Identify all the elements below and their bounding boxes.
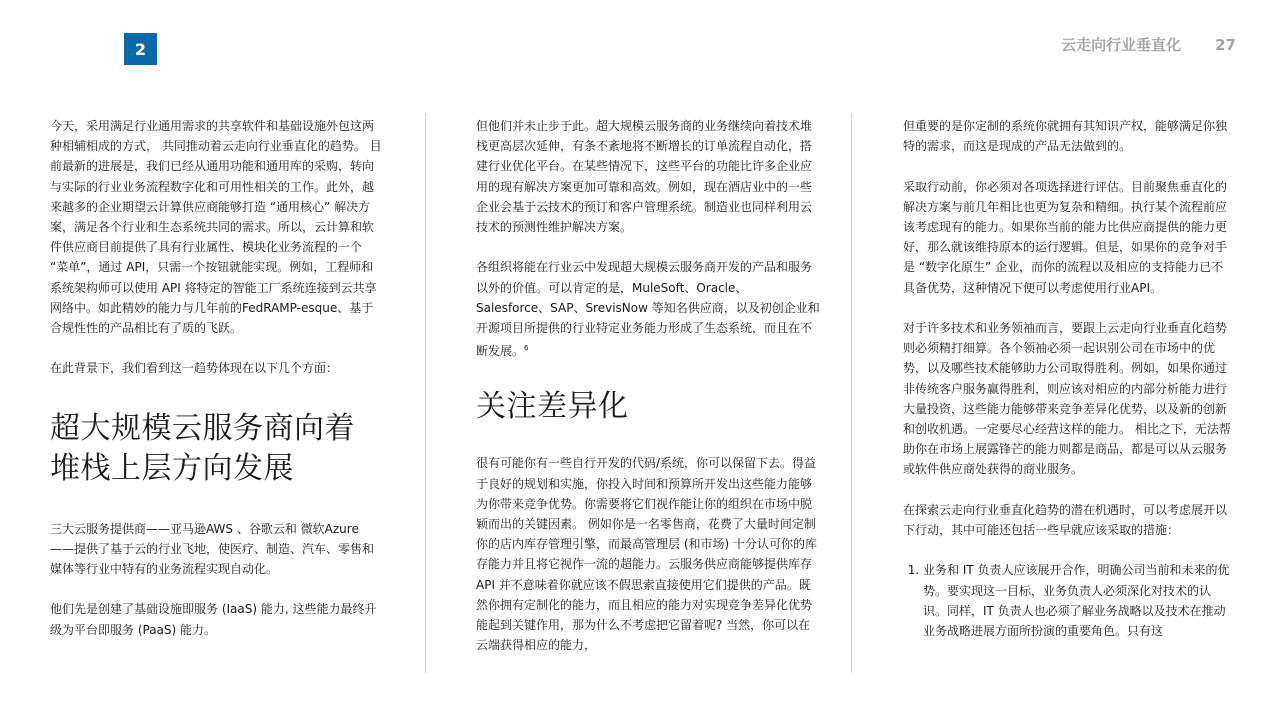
- paragraph: 对于许多技术和业务领袖而言，要跟上云走向行业垂直化趋势则必须精打细算。各个领袖必须一起识别公司在市场中的优势，以及哪些技术能够助力公司取得胜利。例如，如果你通过非传统客户服务赢得胜利，则应该对相应的内部分析能力进行大量投资，这些能力能够带来竞争差异化优势，以及新的创新和创收机遇。一定要尽心经营这样的能力。 相比之下，无法帮助你在市场上展露锋芒的能力则都是商品，都是可以从云服务或软件供应商处获得的商业服务。: [903, 321, 1231, 477]
- action-list: [903, 560, 1233, 641]
- chapter-number-badge: 2: [124, 33, 157, 65]
- column-2: [476, 116, 821, 676]
- column-3: [903, 116, 1233, 641]
- paragraph: 在此背景下，我们看到这一趋势体现在以下几个方面：: [50, 361, 339, 376]
- paragraph: 很有可能你有一些自行开发的代码/系统，你可以保留下去。得益于良好的规划和实施，你投入时间和预算所开发出这些能力能够为你带来竞争优势。你需要将它们视作能让你的组织在市场中脱颖而出的关键因素。 例如你是一名零售商，花费了大量时间定制你的店内库存管理引擎，而最高管理层 (和市场) 十分认可你的库存能力并且将它视作一流的超能力。云服务供应商能够提供库存 API 并不意味着你就应该不假思索直接使用它们提供的产品。既然你拥有定制化的能力，而且相应的能力对实现竞争差异化优势能起到关键作用，那为什么不考虑把它留着呢? 当然，你可以在云端获得相应的能力，: [476, 456, 817, 653]
- section-heading: 超大规模云服务商向着堆栈上层方向发展: [50, 410, 355, 486]
- page-header: [1061, 34, 1236, 55]
- paragraph: 今天，采用满足行业通用需求的共享软件和基础设施外包这两种相辅相成的方式， 共同推动着云走向行业垂直化的趋势。 目前最新的进展是，我们已经从通用功能和通用库的采购，转向与实际的行业业务流程数字化和可用性相关的工作。此外，越来越多的企业期望云计算供应商能够打造 “通用核心” 解决方案，满足各个行业和生态系统共同的需求。所以，云计算和软件供应商目前提供了具有行业属性、模块化业务流程的一个 “菜单”，通过 API，只需一个按钮就能实现。例如，工程师和系统架构师可以使用 API 将特定的智能工厂系统连接到云共享网络中。如此精妙的能力与几年前的FedRAMP-esque、基于合规性性的产品相比有了质的飞跃。: [50, 119, 382, 336]
- running-title: 云走向行业垂直化: [1061, 36, 1182, 54]
- column-divider-2: [851, 113, 852, 673]
- paragraph: 采取行动前，你必须对各项选择进行评估。目前聚焦垂直化的解决方案与前几年相比也更为复杂和精细。执行某个流程前应该考虑现有的能力。如果你当前的能力比供应商提供的能力更好，那么就该维持原本的运行逻辑。但是，如果你的竞争对手是 “数字化原生” 企业，而你的流程以及相应的支持能力已不具备优势，这种情况下便可以考虑使用行业API。: [903, 179, 1228, 295]
- paragraph: 但他们并未止步于此。超大规模云服务商的业务继续向着技术堆栈更高层次延伸，有条不紊地将不断增长的订单流程自动化，搭建行业优化平台。在某些情况下，这些平台的功能比许多企业应用的现有解决方案更加可靠和高效。例如，现在酒店业中的一些企业会基于云技术的预订和客户管理系统。制造业也同样利用云技术的预测性维护解决方案。: [476, 119, 813, 235]
- paragraph-text: 各组织将能在行业云中发现超大规模云服务商开发的产品和服务以外的价值。可以肯定的是，MuleSoft、Oracle、Salesforce、SAP、SrevisNow 等知名供应商，以及初创企业和开源项目所提供的行业特定业务能力形成了生态系统，而且在不断发展。: [476, 260, 820, 359]
- footnote-marker: 6: [524, 344, 529, 353]
- list-item: 1. 业务和 IT 负责人应该展开合作，明确公司当前和未来的优势。要实现这一目标，业务负责人必须深化对技术的认识。同样，IT 负责人也必须了解业务战略以及技术在推动业务战略进展方面所扮演的重要角色。只有这: [923, 560, 1233, 641]
- paragraph: 在探索云走向行业垂直化趋势的潜在机遇时，可以考虑展开以下行动，其中可能还包括一些早就应该采取的措施：: [903, 502, 1228, 538]
- paragraph: 但重要的是你定制的系统你就拥有其知识产权，能够满足你独特的需求，而这是现成的产品无法做到的。: [903, 119, 1228, 154]
- paragraph: 他们先是创建了基础设施即服务 (IaaS) 能力, 这些能力最终升级为平台即服务 (PaaS) 能力。: [50, 602, 377, 637]
- paragraph: 三大云服务提供商——亚马逊AWS 、谷歌云和 微软Azure——提供了基于云的行业飞地，使医疗、制造、汽车、零售和媒体等行业中特有的业务流程实现自动化。: [50, 521, 375, 577]
- paragraph: [476, 257, 821, 361]
- column-1: [50, 116, 382, 660]
- page-number: 27: [1215, 35, 1236, 54]
- column-divider-1: [425, 113, 426, 673]
- section-heading: 关注差异化: [476, 389, 629, 425]
